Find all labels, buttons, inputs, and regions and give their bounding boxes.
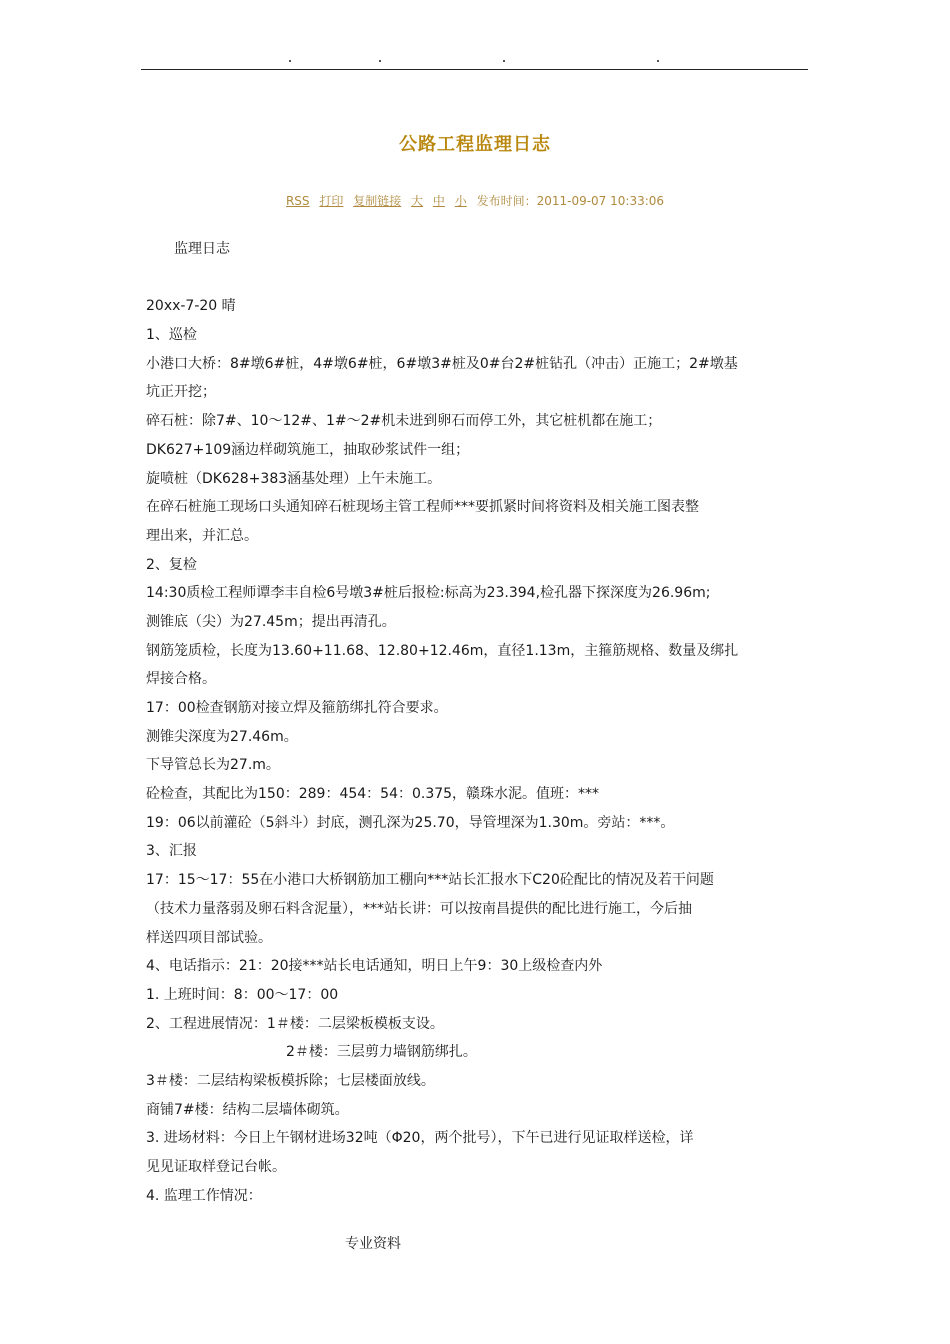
log-line: 3＃楼：二层结构梁板模拆除；七层楼面放线。	[146, 1072, 435, 1089]
log-line: 钢筋笼质检，长度为13.60+11.68、12.80+12.46m，直径1.13m，主箍筋规格、数量及绑扎	[146, 642, 739, 659]
header-rule	[141, 69, 808, 70]
log-line: 17：15～17：55在小港口大桥钢筋加工棚向***站长汇报水下C20砼配比的情况及若干问题	[146, 872, 714, 889]
copy-link[interactable]: 复制链接	[353, 194, 402, 208]
log-line: 3、汇报	[146, 843, 197, 860]
log-line: DK627+109涵边样砌筑施工，抽取砂浆试件一组；	[146, 441, 470, 458]
log-line: 在碎石桩施工现场口头通知碎石桩现场主管工程师***要抓紧时间将资料及相关施工图表整	[146, 499, 699, 516]
font-medium-link[interactable]: 中	[432, 194, 445, 208]
log-line: 小港口大桥：8#墩6#桩，4#墩6#桩，6#墩3#桩及0#台2#桩钻孔（冲击）正施工；2#墩基	[146, 355, 738, 372]
log-line: 焊接合格。	[146, 671, 216, 688]
page-title: 公路工程监理日志	[399, 134, 551, 155]
log-line: 2、工程进展情况：1＃楼：二层梁板模板支设。	[146, 1015, 444, 1032]
publish-time: 发布时间：2011-09-07 10:33:06	[476, 194, 665, 208]
rss-link[interactable]: RSS	[285, 194, 310, 208]
log-line: 测锥尖深度为27.46m。	[146, 728, 298, 745]
log-line: 砼检查，其配比为150：289：454：54：0.375，赣珠水泥。值班：***	[146, 786, 600, 803]
log-line: 坑正开挖；	[146, 384, 216, 401]
log-line: 理出来，并汇总。	[146, 527, 258, 544]
log-line: 17：00检查钢筋对接立焊及箍筋绑扎符合要求。	[146, 700, 448, 716]
log-line: 1、巡检	[146, 327, 197, 344]
font-large-link[interactable]: 大	[411, 194, 424, 208]
log-line	[146, 264, 816, 293]
log-line: 1. 上班时间：8：00～17：00	[146, 986, 339, 1003]
log-line: 19：06以前灌砼（5斜斗）封底，测孔深为25.70，导管埋深为1.30m。旁站：***。	[146, 814, 675, 831]
log-line: 碎石桩：除7#、10～12#、1#～2#机未进到卵石而停工外，其它桩机都在施工；	[146, 413, 662, 430]
log-line: 旋喷桩（DK628+383涵基处理）上午未施工。	[146, 470, 442, 487]
log-line: （技术力量落弱及卵石料含泥量），***站长讲：可以按南昌提供的配比进行施工，今后抽	[146, 900, 692, 917]
log-body	[146, 235, 816, 1210]
print-link[interactable]: 打印	[319, 194, 344, 208]
log-line: 商铺7#楼：结构二层墙体砌筑。	[146, 1101, 349, 1118]
header-dots	[141, 60, 808, 68]
log-line: 2＃楼：三层剪力墙钢筋绑扎。	[286, 1044, 477, 1061]
log-line: 14:30质检工程师谭李丰自检6号墩3#桩后报检:标高为23.394,检孔器下探深度为26.96m;	[146, 585, 711, 602]
article-meta	[0, 192, 950, 209]
log-line: 测锥底（尖）为27.45m；提出再清孔。	[146, 613, 396, 630]
log-line: 下导管总长为27.m。	[146, 757, 280, 774]
log-line: 见见证取样登记台帐。	[146, 1159, 286, 1175]
log-line: 4、电话指示：21：20接***站长电话通知，明日上午9：30上级检查内外	[146, 958, 603, 975]
log-line: 样送四项目部试验。	[146, 929, 272, 946]
log-line: 20xx-7-20 晴	[146, 298, 236, 315]
footer-label: 专业资料	[345, 1236, 401, 1252]
log-line: 4. 监理工作情况：	[146, 1187, 262, 1204]
log-line: 3. 进场材料：今日上午钢材进场32吨（Φ20，两个批号），下午已进行见证取样送检，详	[146, 1130, 694, 1147]
log-line: 监理日志	[174, 241, 230, 257]
log-line: 2、复检	[146, 556, 197, 573]
font-small-link[interactable]: 小	[454, 194, 467, 208]
